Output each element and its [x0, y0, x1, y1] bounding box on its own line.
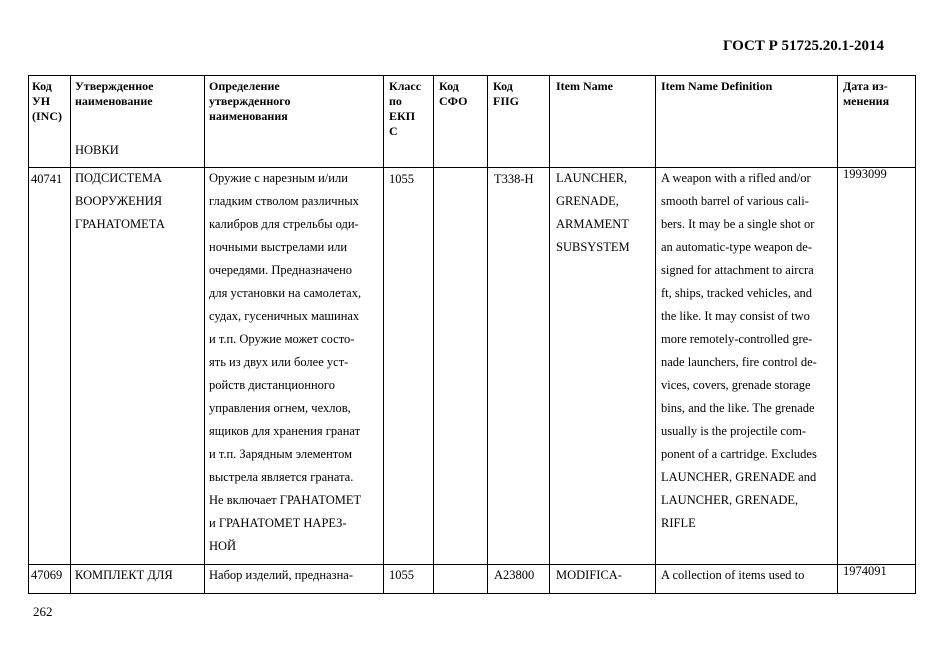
row1-fiig: T338-H: [494, 172, 534, 186]
standard-id: ГОСТ Р 51725.20.1-2014: [723, 38, 885, 54]
continuation-name: НОВКИ: [75, 143, 119, 157]
row2-item-name: MODIFICA-: [556, 568, 622, 582]
row2-fiig: A23800: [494, 568, 535, 582]
page-number: 262: [33, 604, 53, 619]
header-item-def: Item Name Definition: [661, 79, 773, 93]
row1-class: 1055: [389, 172, 414, 186]
row2-approved-name: КОМПЛЕКТ ДЛЯ: [75, 568, 173, 582]
row2-definition: Набор изделий, предназна-: [209, 568, 353, 582]
header-fiig: Код FIIG: [493, 79, 520, 108]
header-code-un: Код УН (INC): [32, 79, 62, 123]
row1-item-name: LAUNCHER, GRENADE, ARMAMENT SUBSYSTEM: [556, 171, 630, 254]
header-item-name: Item Name: [556, 79, 613, 93]
row2-code: 47069: [31, 568, 63, 582]
row1-definition: Оружие с нарезным и/или гладким стволом различных калибров для стрельбы оди- ночными выстрелами или очередями. Предназначено для установки на самолетах, судах, гусеничных машинах и т.п. Оружие может состо- ять из двух или более уст- ройств дистанционного управления огнем, чехлов, ящиков для хранения гранат и т.п. Зарядным элементом выстрела является граната. Не включает ГРАНАТОМЕТ и ГРАНАТОМЕТ НАРЕЗ- НОЙ: [209, 171, 362, 553]
row2-class: 1055: [389, 568, 414, 582]
row1-code: 40741: [31, 172, 63, 186]
items-table: [28, 75, 916, 594]
row1-item-def: A weapon with a rifled and/or smooth barrel of various cali- bers. It may be a single shot or an automatic-type weapon de- signed for attachment to aircra ft, ships, tracked vehicles, and the like. It may consist of two more remotely-controlled gre- nade launchers, fire control de- vices, covers, grenade storage bins, and the like. The grenade usually is the projectile com- ponent of a cartridge. Excludes LAUNCHER, GRENADE and LAUNCHER, GRENADE, RIFLE: [661, 171, 817, 530]
row1-change-date: 1993099: [843, 167, 887, 181]
header-definition: Определение утвержденного наименования: [209, 79, 291, 123]
header-class: Класс по ЕКП С: [389, 79, 422, 138]
header-approved-name: Утвержденное наименование: [75, 79, 154, 108]
header-change-date: Дата из- менения: [843, 79, 890, 108]
row1-approved-name: ПОДСИСТЕМА ВООРУЖЕНИЯ ГРАНАТОМЕТА: [75, 171, 165, 231]
row2-item-def: A collection of items used to: [661, 568, 805, 582]
header-sfo: Код СФО: [439, 79, 468, 108]
row2-change-date: 1974091: [843, 564, 887, 578]
